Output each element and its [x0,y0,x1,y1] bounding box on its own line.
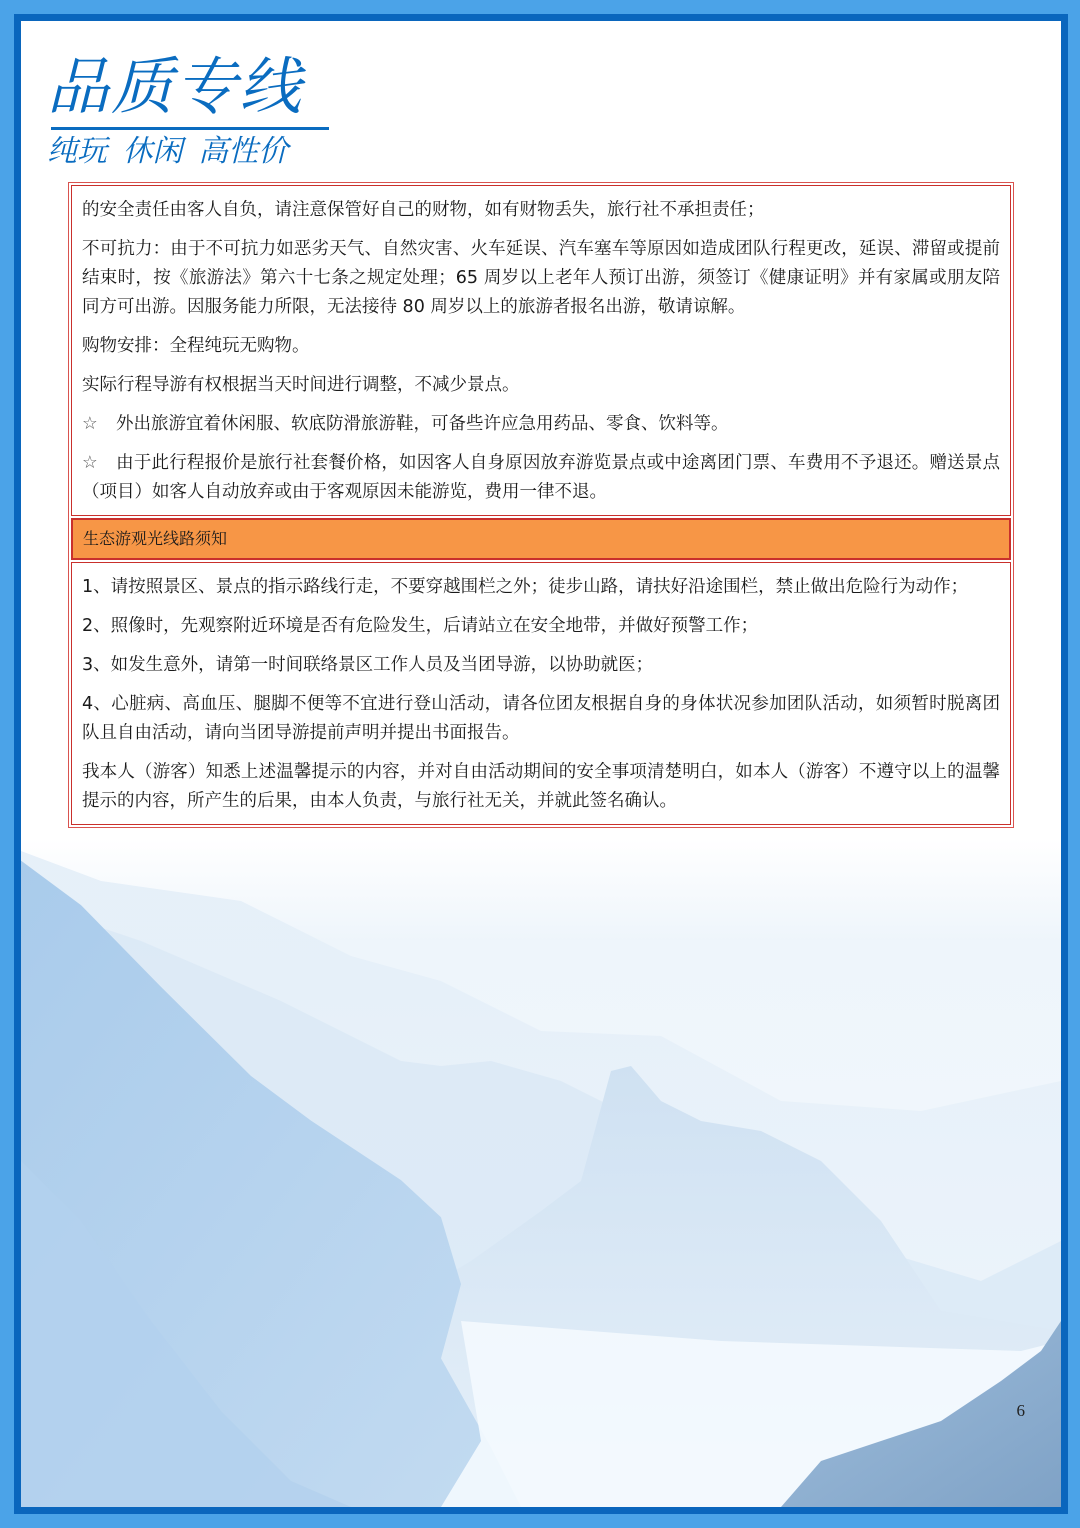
brand-subtitle: 纯玩 休闲 高性价 [47,134,289,169]
brand-divider [51,127,329,130]
section-header-eco-tour [71,518,1011,560]
notice-table [68,182,1014,828]
brand-header [47,51,329,172]
star-bullet-icon: ☆ [82,453,98,473]
brand-title: 品质专线 [47,50,304,123]
rule-item: 1、请按照景区、景点的指示路线行走，不要穿越围栏之外；徒步山路，请扶好沿途围栏，禁止做出危险行为动作； [82,577,969,597]
notice-paragraph [82,235,1000,322]
rule-item: 2、照像时，先观察附近环境是否有危险发生，后请站立在安全地带，并做好预警工作； [82,616,759,636]
notice-cell-general [71,185,1011,516]
notice-paragraph [82,371,1000,400]
notice-paragraph [82,410,1000,439]
paragraph-text: 由于此行程报价是旅行社套餐价格，如因客人自身原因放弃游览景点或中途离团门票、车费用不予退还。赠送景点（项目）如客人自动放弃或由于客观原因未能游览，费用一律不退。 [82,453,1000,502]
star-bullet-icon: ☆ [82,414,98,434]
notice-paragraph [82,332,1000,361]
page-frame [14,14,1068,1514]
confirmation-statement: 我本人（游客）知悉上述温馨提示的内容，并对自由活动期间的安全事项清楚明白，如本人（游客）不遵守以上的温馨提示的内容，所产生的后果，由本人负责，与旅行社无关，并就此签名确认。 [82,762,1000,811]
paragraph-text: 外出旅游宜着休闲服、软底防滑旅游鞋，可备些许应急用药品、零食、饮料等。 [116,414,729,434]
section-title: 生态游观光线路须知 [83,529,228,548]
paragraph-text: 实际行程导游有权根据当天时间进行调整，不减少景点。 [82,375,520,395]
rule-item: 3、如发生意外，请第一时间联络景区工作人员及当团导游，以协助就医； [82,655,654,675]
paragraph-text: 的安全责任由客人自负，请注意保管好自己的财物，如有财物丢失，旅行社不承担责任； [82,200,765,220]
paragraph-text: 购物安排：全程纯玩无购物。 [82,336,310,356]
paragraph-text: 不可抗力：由于不可抗力如恶劣天气、自然灾害、火车延误、汽车塞车等原因如造成团队行程更改，延误、滞留或提前结束时，按《旅游法》第六十七条之规定处理；65 周岁以上老年人预订出游，须签订《健康证明》并有家属或朋友陪同方可出游。因服务能力所限，无法接待 80 周岁以上的旅游者报名出游，敬请谅解。 [82,239,1000,317]
notice-cell-eco-tour [71,562,1011,825]
page-number: 6 [1016,1401,1025,1420]
notice-paragraph [82,449,1000,507]
rule-item: 4、心脏病、高血压、腿脚不便等不宜进行登山活动，请各位团友根据自身的身体状况参加团队活动，如须暂时脱离团队且自由活动，请向当团导游提前声明并提出书面报告。 [82,694,1000,743]
notice-paragraph [82,196,1000,225]
